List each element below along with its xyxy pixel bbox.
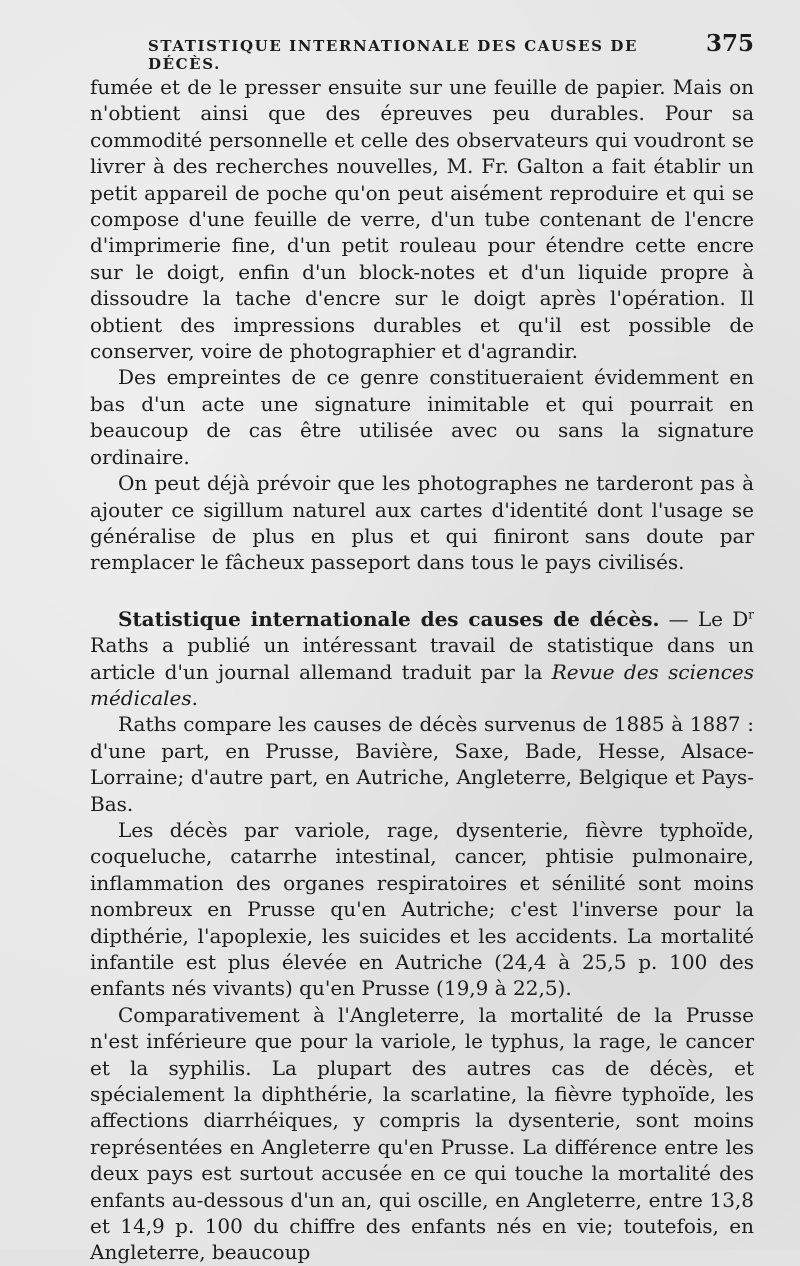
paragraph: Des empreintes de ce genre constitueraient évidemment en bas d'un acte une signature inimitable et qui pourrait en beaucoup de cas être utilisée avec ou sans la signature ordinaire.: [90, 365, 754, 469]
page-number: 375: [705, 30, 754, 57]
doctor-abbreviation: D: [732, 606, 749, 631]
section-title: Statistique internationale des causes de décès.: [118, 606, 660, 631]
section-lead-text: Raths a publié un intéressant travail de statistique dans un article d'un journal allemand traduit par la: [90, 633, 754, 684]
section-lead-end: .: [191, 685, 198, 710]
journal-title: Revue des sciences médicales: [90, 659, 754, 710]
page-header: [90, 30, 754, 73]
paragraph: Raths compare les causes de décès survenus de 1885 à 1887 : d'une part, en Prusse, Bavière, Saxe, Bade, Hesse, Alsace-Lorraine; d'autre part, en Autriche, Angleterre, Belgique et Pays-Bas.: [90, 712, 754, 816]
section-gap: [90, 576, 754, 606]
paragraph: Comparativement à l'Angleterre, la mortalité de la Prusse n'est inférieure que pour la variole, le typhus, la rage, le cancer et la syphilis. La plupart des autres cas de décès, et spécialement la diphthérie, la scarlatine, la fièvre typhoïde, les affections diarrhéiques, y compris la dysenterie, sont moins représentées en Angleterre qu'en Prusse. La différence entre les deux pays est surtout accusée en ce qui touche la mortalité des enfants au-dessous d'un an, qui oscille, en Angleterre, entre 13,8 et 14,9 p. 100 du chiffre des enfants nés en vie; toutefois, en Angleterre, beaucoup: [90, 1002, 754, 1265]
paragraph-continued: fumée et de le presser ensuite sur une feuille de papier. Mais on n'obtient ainsi que des épreuves peu durables. Pour sa commodité personnelle et celle des observateurs qui voudront se livrer à des recherches nouvelles, M. Fr. Galton a fait établir un petit appareil de poche qu'on peut aisément reproduire et qui se compose d'une feuille de verre, d'un tube contenant de l'encre d'imprimerie fine, d'un petit rouleau pour étendre cette encre sur le doigt, enfin d'un block-notes et d'un liquide propre à dissoudre la tache d'encre sur le doigt après l'opération. Il obtient des impressions durables et qu'il est possible de conserver, voire de photographier et d'agrandir.: [90, 75, 754, 364]
paragraph: On peut déjà prévoir que les photographes ne tarderont pas à ajouter ce sigillum naturel aux cartes d'identité dont l'usage se généralise de plus en plus et qui finiront sans doute par remplacer le fâcheux passeport dans tous le pays civilisés.: [90, 471, 754, 575]
doctor-superscript: r: [748, 607, 755, 622]
body-text: [90, 74, 754, 1266]
paragraph: Les décès par variole, rage, dysenterie, fièvre typhoïde, coqueluche, catarrhe intestinal, cancer, phtisie pulmonaire, inflammation des organes respiratoires et sénilité sont moins nombreux en Prusse qu'en Autriche; c'est l'inverse pour la dipthérie, l'apoplexie, les suicides et les accidents. La mortalité infantile est plus élevée en Autriche (24,4 à 25,5 p. 100 des enfants nés vivants) qu'en Prusse (19,9 à 22,5).: [90, 817, 754, 1001]
running-title: STATISTIQUE INTERNATIONALE DES CAUSES DE DÉCÈS.: [148, 37, 639, 73]
section-lead-paragraph: [90, 606, 754, 712]
section-dash: — Le: [668, 606, 723, 631]
